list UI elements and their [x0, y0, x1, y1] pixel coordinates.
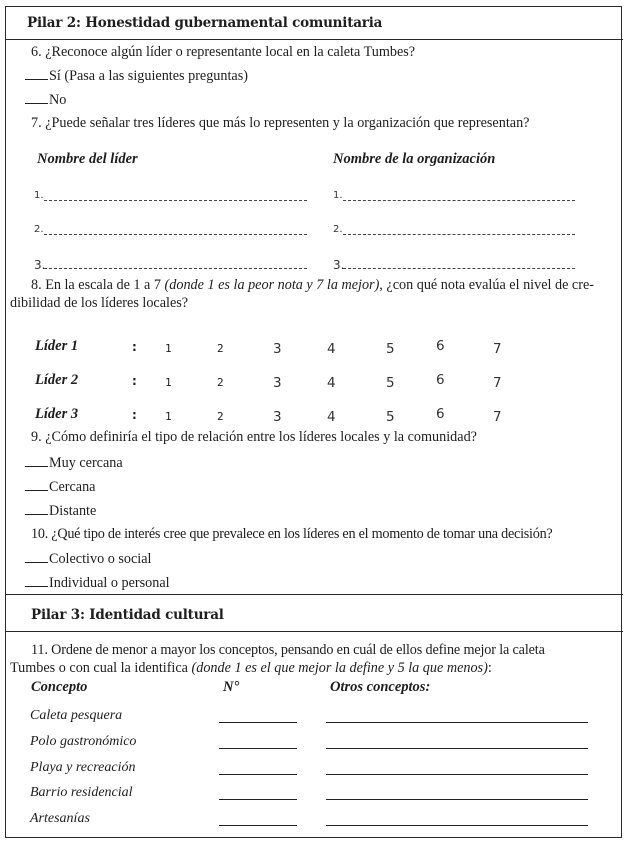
concept-caleta-pesquera: Caleta pesquera: [30, 708, 123, 723]
question-8-line2: dibilidad de los líderes locales?: [10, 295, 189, 311]
pilar3-title: Pilar 3: Identidad cultural: [31, 607, 224, 623]
rating-1[interactable]: 1: [165, 376, 172, 389]
rating-7[interactable]: 7: [493, 341, 502, 357]
rating-4[interactable]: 4: [327, 341, 336, 357]
concept-playa-recreacion: Playa y recreación: [30, 760, 136, 775]
question-6: 6. ¿Reconoce algún líder o representante local en la caleta Tumbes?: [31, 44, 416, 60]
question-8: [31, 277, 594, 294]
other-concept-input-1[interactable]: [326, 722, 588, 723]
other-concept-input-4[interactable]: [326, 799, 588, 800]
col-number: N°: [223, 679, 240, 695]
q6-option-no[interactable]: [25, 91, 66, 109]
concept-barrio-residencial: Barrio residencial: [30, 785, 133, 800]
q9-option-cercana[interactable]: [25, 478, 95, 496]
question-9: 9. ¿Cómo definiría el tipo de relación entre los líderes locales y la comunidad?: [31, 429, 477, 445]
org-2-input[interactable]: [343, 234, 575, 235]
rating-2[interactable]: 2: [217, 376, 224, 389]
concept-artesanias: Artesanías: [30, 811, 90, 826]
option-label: Colectivo o social: [49, 551, 152, 567]
leader-line-number: 2.: [34, 224, 44, 235]
answer-blank[interactable]: [25, 574, 48, 587]
q6-option-yes[interactable]: [25, 67, 248, 85]
rating-2[interactable]: 2: [217, 410, 224, 423]
leader-line-number: 3.: [34, 258, 46, 272]
rating-1[interactable]: 1: [165, 410, 172, 423]
answer-blank[interactable]: [25, 550, 48, 563]
leader-3-input[interactable]: [44, 268, 307, 269]
concept-polo-gastronomico: Polo gastronómico: [30, 734, 137, 749]
col-other-concepts: Otros conceptos:: [330, 679, 431, 695]
answer-blank[interactable]: [25, 91, 48, 104]
answer-blank[interactable]: [25, 67, 48, 80]
question-10: 10. ¿Qué tipo de interés cree que prevalece en los líderes en el momento de tomar una decisión?: [31, 526, 553, 542]
rating-3[interactable]: 3: [273, 409, 282, 425]
org-3-input[interactable]: [343, 268, 575, 269]
rank-input-1[interactable]: [219, 722, 297, 723]
q11-text: :: [487, 660, 492, 676]
option-label: Distante: [49, 503, 97, 519]
rating-4[interactable]: 4: [327, 409, 336, 425]
rating-6[interactable]: 6: [436, 406, 445, 422]
rating-6[interactable]: 6: [436, 338, 445, 354]
rank-input-3[interactable]: [219, 774, 297, 775]
rating-3[interactable]: 3: [273, 375, 282, 391]
other-concept-input-5[interactable]: [326, 825, 588, 826]
divider: [5, 594, 623, 595]
leader-3-label: Líder 3: [35, 406, 79, 422]
leader-1-label: Líder 1: [35, 338, 79, 354]
rating-7[interactable]: 7: [493, 375, 502, 391]
leader-1-input[interactable]: [44, 200, 307, 201]
rating-7[interactable]: 7: [493, 409, 502, 425]
separator: :: [132, 374, 137, 388]
question-7: 7. ¿Puede señalar tres líderes que más lo representen y la organización que representan?: [31, 115, 530, 131]
rank-input-2[interactable]: [219, 748, 297, 749]
option-label: Individual o personal: [49, 575, 170, 591]
divider: [5, 39, 623, 40]
leader-line-number: 1.: [34, 190, 44, 201]
separator: :: [132, 408, 137, 422]
col-org-name: Nombre de la organización: [333, 151, 496, 167]
rating-2[interactable]: 2: [217, 342, 224, 355]
q10-option-colectivo[interactable]: [25, 550, 151, 568]
option-label: Sí (Pasa a las siguientes preguntas): [49, 68, 248, 84]
divider: [5, 631, 623, 632]
q10-option-individual[interactable]: [25, 574, 170, 592]
answer-blank[interactable]: [25, 478, 48, 491]
org-1-input[interactable]: [343, 200, 575, 201]
rank-input-5[interactable]: [219, 825, 297, 826]
rating-1[interactable]: 1: [165, 342, 172, 355]
rating-3[interactable]: 3: [273, 341, 282, 357]
col-concept: Concepto: [31, 679, 88, 695]
other-concept-input-2[interactable]: [326, 748, 588, 749]
q9-option-muy-cercana[interactable]: [25, 454, 123, 472]
rating-5[interactable]: 5: [386, 375, 395, 391]
q8-text: , ¿con qué nota evalúa el nivel de cre-: [379, 277, 594, 293]
leader-2-label: Líder 2: [35, 372, 79, 388]
q8-note: (donde 1 es la peor nota y 7 la mejor): [164, 277, 380, 293]
org-line-number: 3.: [333, 258, 345, 272]
rating-6[interactable]: 6: [436, 372, 445, 388]
org-line-number: 2.: [333, 224, 343, 235]
leader-2-input[interactable]: [44, 234, 307, 235]
rating-5[interactable]: 5: [386, 409, 395, 425]
col-leader-name: Nombre del líder: [37, 151, 138, 167]
org-line-number: 1.: [333, 190, 343, 201]
q9-option-distante[interactable]: [25, 502, 96, 520]
rating-5[interactable]: 5: [386, 341, 395, 357]
q11-note: (donde 1 es el que mejor la define y 5 la que menos): [191, 660, 488, 676]
answer-blank[interactable]: [25, 502, 48, 515]
option-label: No: [49, 92, 67, 108]
q11-text: Tumbes o con cual la identifica: [10, 660, 192, 676]
option-label: Cercana: [49, 479, 96, 495]
rank-input-4[interactable]: [219, 799, 297, 800]
question-11: 11. Ordene de menor a mayor los conceptos, pensando en cuál de ellos define mejor la caleta: [31, 642, 545, 658]
q8-text: 8. En la escala de 1 a 7: [31, 277, 165, 293]
pilar2-title: Pilar 2: Honestidad gubernamental comunitaria: [27, 15, 383, 31]
other-concept-input-3[interactable]: [326, 774, 588, 775]
option-label: Muy cercana: [49, 455, 123, 471]
question-11-line2: [10, 660, 492, 677]
rating-4[interactable]: 4: [327, 375, 336, 391]
answer-blank[interactable]: [25, 454, 48, 467]
separator: :: [132, 340, 137, 354]
